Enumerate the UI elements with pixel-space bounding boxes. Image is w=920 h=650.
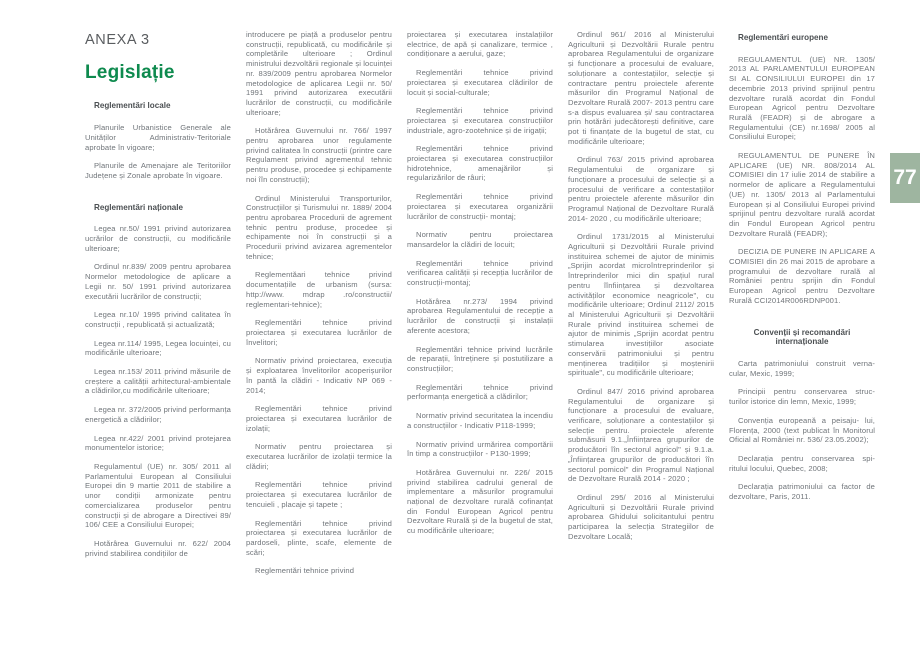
paragraph: Declarația pentru conservarea spi- ritului locului, Quebec, 2008; — [729, 453, 875, 473]
paragraph: Ordinul 847/ 2016 privind aprobarea Regulamentului de organizare și funcționare a procesului de evaluare, verificare, soluționare a contestațiilor și selecție pentru. proiectele aferente submăsurii 9.1.„Înființarea grupurilor de producători îîn sectorul agricol" și 9.1.a. „Înființarea grupurilor de producători îîn sectorul pomicol" din Programul Național de Dezvoltare Rurală 2014 - 2020 ; — [568, 386, 714, 484]
paragraph: introducere pe piață a produselor pentru construcții, republicată, cu modificările și completările ulterioare ; Ordinul ministrului dezvoltării regionale și locuinței nr. 839/2009 pentru aprobarea Normelor metodologice de aplicarea Legii nr. 50/ 1991 privind autorizarea executării lucrărilor de construcții, cu modificările ulterioare; — [246, 30, 392, 117]
paragraph: Legea nr.50/ 1991 privind autorizarea ucrărilor de construcții, cu modificările ulterioare; — [85, 224, 231, 253]
paragraph: Hotărârea Guvernului nr. 766/ 1997 pentru aprobarea unor regulamente privind calitatea în construcții (printre care Regulament privind agrementul tehnic pentru produse, procedee și echipamente noi îîn construcții); — [246, 126, 392, 184]
paragraph: Reglementări tehnice privind lucrările de reparații, întreținere și postutilizare a construcțiilor; — [407, 344, 553, 373]
paragraph: Principii pentru conservarea struc- turilor istorice din lemn, Mexic, 1999; — [729, 387, 875, 407]
paragraph: Carta patrimoniului construit verna- cular, Mexic, 1999; — [729, 358, 875, 378]
paragraph: proiectarea și executarea instalațiilor electrice, de apă și canalizare, termice , condiționare a aerului, gaze; — [407, 30, 553, 59]
paragraph: Reglementări tehnice privind — [255, 566, 355, 576]
paragraph: REGULAMENTUL (UE) NR. 1305/ 2013 AL PARLAMENTULUI EUROPEAN SI AL CONSILIULUI EUROPEI din 17 decembrie 2013 privind sprijinul pentru dezvoltare rurală acordat din Fondul European Agricol pentru Dezvoltare Rurală (FEADR) și de abrogare a Regulamentului (CE) nr.1698/ 2005 al Consiliului Europei; — [729, 54, 875, 142]
annex-label: ANEXA 3 — [85, 32, 150, 48]
paragraph: Normativ pentru proiectarea mansardelor la clădiri de locuit; — [407, 230, 553, 249]
paragraph: Legea nr.10/ 1995 privind calitatea în construcții , republicată și actualizată; — [85, 310, 231, 329]
text-column-2 — [246, 30, 392, 645]
paragraph: Hotărârea Guvernului nr. 226/ 2015 privind stabilirea cadrului general de implementare a măsurilor programului național de dezvoltare rurală cofinanțat din Fondul European Agricol pentru Dezvoltare Rurală și de la bugetul de stat, cu modificările ulterioare; — [407, 467, 553, 536]
paragraph: DECIZIA DE PUNERE IN APLICARE A COMISIEI din 26 mai 2015 de aprobare a programului de dezvoltare rurală al României pentru sprijin din Fondul European Agricol pentru Dezvoltare Rurală CCI2014R006RDNP001. — [729, 247, 875, 305]
paragraph: Ordinul nr.839/ 2009 pentru aprobarea Normelor metodologice de aplicare a Legii nr. 50/ 1991 privind autorizarea executării lucrărilor de construcții; — [85, 262, 231, 301]
paragraph: Ordinul 763/ 2015 privind aprobarea Regulamentului de organizare și funcționare a procesului de selecție și a procesului de verificare a contestațiilor pentru proiectele aferente măsurilor din Programul Național de Dezvoltare Rurală 2014- 2020 , cu modificările ulterioare; — [568, 155, 714, 223]
paragraph: Normativ privind urmărirea comportării în timp a construcțiilor - P130-1999; — [407, 439, 553, 459]
paragraph: Reglementări tehnice privind proiectarea și executarea clădirilor de locuit și social-culturale; — [407, 68, 553, 97]
paragraph: Normativ privind proiectarea, execuția și exploatarea învelitorilor acoperișurilor în pantă la clădiri - Indicativ NP 069 - 2014; — [246, 356, 392, 395]
paragraph: Legea nr.153/ 2011 privind măsurile de creștere a calității arhitectural-ambientale a clădirilor,cu modificările ulterioare; — [85, 367, 231, 396]
paragraph: Declarația patrimoniului ca factor de dezvoltare, Paris, 2011. — [729, 482, 875, 502]
text-column-5 — [729, 30, 875, 645]
paragraph: Hotărârea Guvernului nr. 622/ 2004 privind stabilirea condițiilor de — [85, 538, 231, 558]
paragraph: Ordinul 295/ 2016 al Ministerului Agriculturii și Dezvoltării Rurale privind aprobarea Ghidului solicitantului pentru participarea la selecția Strategiilor de Dezvoltare Locală; — [568, 492, 714, 541]
paragraph: Reglementări tehnice privind proiectarea și executarea lucrărilor de izolații; — [246, 404, 392, 433]
paragraph: Legea nr. 372/2005 privind performanța energetică a clădirilor; — [85, 405, 231, 424]
page-number-badge — [890, 153, 920, 203]
paragraph: REGULAMENTUL DE PUNERE ÎN APLICARE (UE) NR. 808/2014 AL COMISIEI din 17 iulie 2014 de stabilire a normelor de aplicare a Regulamentului (UE) nr. 1305/ 2013 al Parlamentului European și al Consiliului Europei privind sprijinul pentru dezvoltare rurală acordat din Fondul European Agricol pentru Dezvoltare Rurală (FEADR); — [729, 151, 875, 238]
text-column-1 — [85, 30, 231, 645]
section-heading: Convenții și recomandări internaționale — [753, 327, 851, 347]
section-heading: Reglementări naționale — [94, 202, 184, 212]
paragraph: Reglementări tehnice privind verificarea calității și recepția lucrărilor de construcții-montaj; — [407, 258, 553, 288]
paragraph: Reglementăari tehnice privind documentațiile de urbanism (sursa: http://www. mdrap .ro/constructii/ reglementari-tehnice); — [246, 270, 392, 309]
paragraph: Ordinul 961/ 2016 al Ministerului Agriculturii și Dezvoltării Rurale pentru aprobarea Regulamentului de organizare și funcționare a procesului de evaluare, soluționare a contestațiilor, selecție și contractare pentru proiectele aferente măsurilor din Programul Național de Dezvoltare Rurală 2007- 2013 pentru care s-a dispus evaluarea și/ sau contractarea prin hotărâri judecătorești definitive, care pot ti finanțate de la bugetul de stat, cu modificările ulterioare; — [568, 30, 714, 146]
paragraph: Regulamentul (UE) nr. 305/ 2011 al Parlamentului European al Consiliului Europei din 9 martie 2011 de stabilire a unor condiții armonizate pentru comercializarea produselor pentru construcții și de abrogare a Directivei 89/ 106/ CEE a Consiliului Europei; — [85, 461, 231, 530]
paragraph: Normativ privind securitatea la incendiu a construcțiilor - Indicativ P118-1999; — [407, 411, 553, 430]
paragraph: Reglementări tehnice privind proiectarea și executarea lucrărilor de tencuieli , placaje și tapete ; — [246, 480, 392, 509]
paragraph: Planurile Urbanistice Generale ale Unităților Administrativ-Teritoriale aprobate în vigoare; — [85, 123, 231, 152]
section-heading: Reglementări europene — [738, 33, 828, 42]
text-column-4 — [568, 30, 714, 645]
text-columns — [85, 30, 875, 645]
paragraph: Ordinul 1731/2015 al Ministerului Agriculturii și Dezvoltării Rurale privind instituirea schemei de ajutor de minimis „Sprijin acordat microîntreprinderilor și întreprinderilor mici din spațiul rural pentru îînființarea și dezvoltarea activităților economice neagricole", cu modificările ulterioare; Ordinul 2112/ 2015 al Ministerului Agriculturii și Dezvoltării Rurale privind instituirea schemei de ajutor de minimis „Sprijin acordat pentru stimularea investițiilor asociate conservării patrimoniului și pentru menținerea tradițiilor și moștenirii spirituale", cu modificările ulterioare; — [568, 232, 714, 378]
paragraph: Legea nr.422/ 2001 privind protejarea monumentelor istorice; — [85, 433, 231, 453]
text-column-3 — [407, 30, 553, 645]
paragraph: Normativ pentru proiectarea și executarea lucrărilor de izolații termice la clădiri; — [246, 442, 392, 471]
paragraph: Reglementări tehnice privind proiectarea și executarea lucrărilor de învelitori; — [246, 318, 392, 347]
page-number: 77 — [893, 166, 917, 189]
paragraph: Reglementări tehnice privind proiectarea și executarea construcțiilor industriale, agro-zootehnice și de irigații; — [407, 106, 553, 135]
paragraph: Legea nr.114/ 1995, Legea locuinței, cu modificările ulterioare; — [85, 338, 231, 358]
paragraph: Hotărârea nr.273/ 1994 privind aprobarea Regulamentului de recepție a lucrărilor de construcții și instalații aferente acestora; — [407, 296, 553, 335]
paragraph: Reglementări tehnice privind proiectarea și executarea organizării lucrărilor de construcții- montaj; — [407, 192, 553, 221]
paragraph: Planurile de Amenajare ale Teritoriilor Județene și Zonale aprobate în vigoare. — [85, 161, 231, 180]
section-heading: Reglementări locale — [94, 101, 171, 111]
paragraph: Reglementări tehnice privind performanța energetică a clădirilor; — [407, 382, 553, 402]
paragraph: Convenția europeană a peisaju- lui, Florența, 2000 (text publicat în Monitorul Oficial al României nr. 536/ 23.05.2002); — [729, 415, 875, 445]
paragraph: Ordinul Ministerului Transporturilor, Construcțiilor și Turismului nr. 1889/ 2004 pentru aprobarea Procedurii de agrement tehnic pentru produse, procedee și echipamente noi în construcții și a Procedurii privind avizarea agrementelor tehnice; — [246, 193, 392, 261]
page-title: Legislație — [85, 61, 175, 83]
paragraph: Reglementări tehnice privind proiectarea și executarea lucrărilor de pardoseli, plinte, scafe, elemente de scări; — [246, 518, 392, 557]
paragraph: Reglementări tehnice privind proiectarea și executarea construcțiilor hidrotehnice, amenajărilor și regularizărilor de râuri; — [407, 144, 553, 183]
